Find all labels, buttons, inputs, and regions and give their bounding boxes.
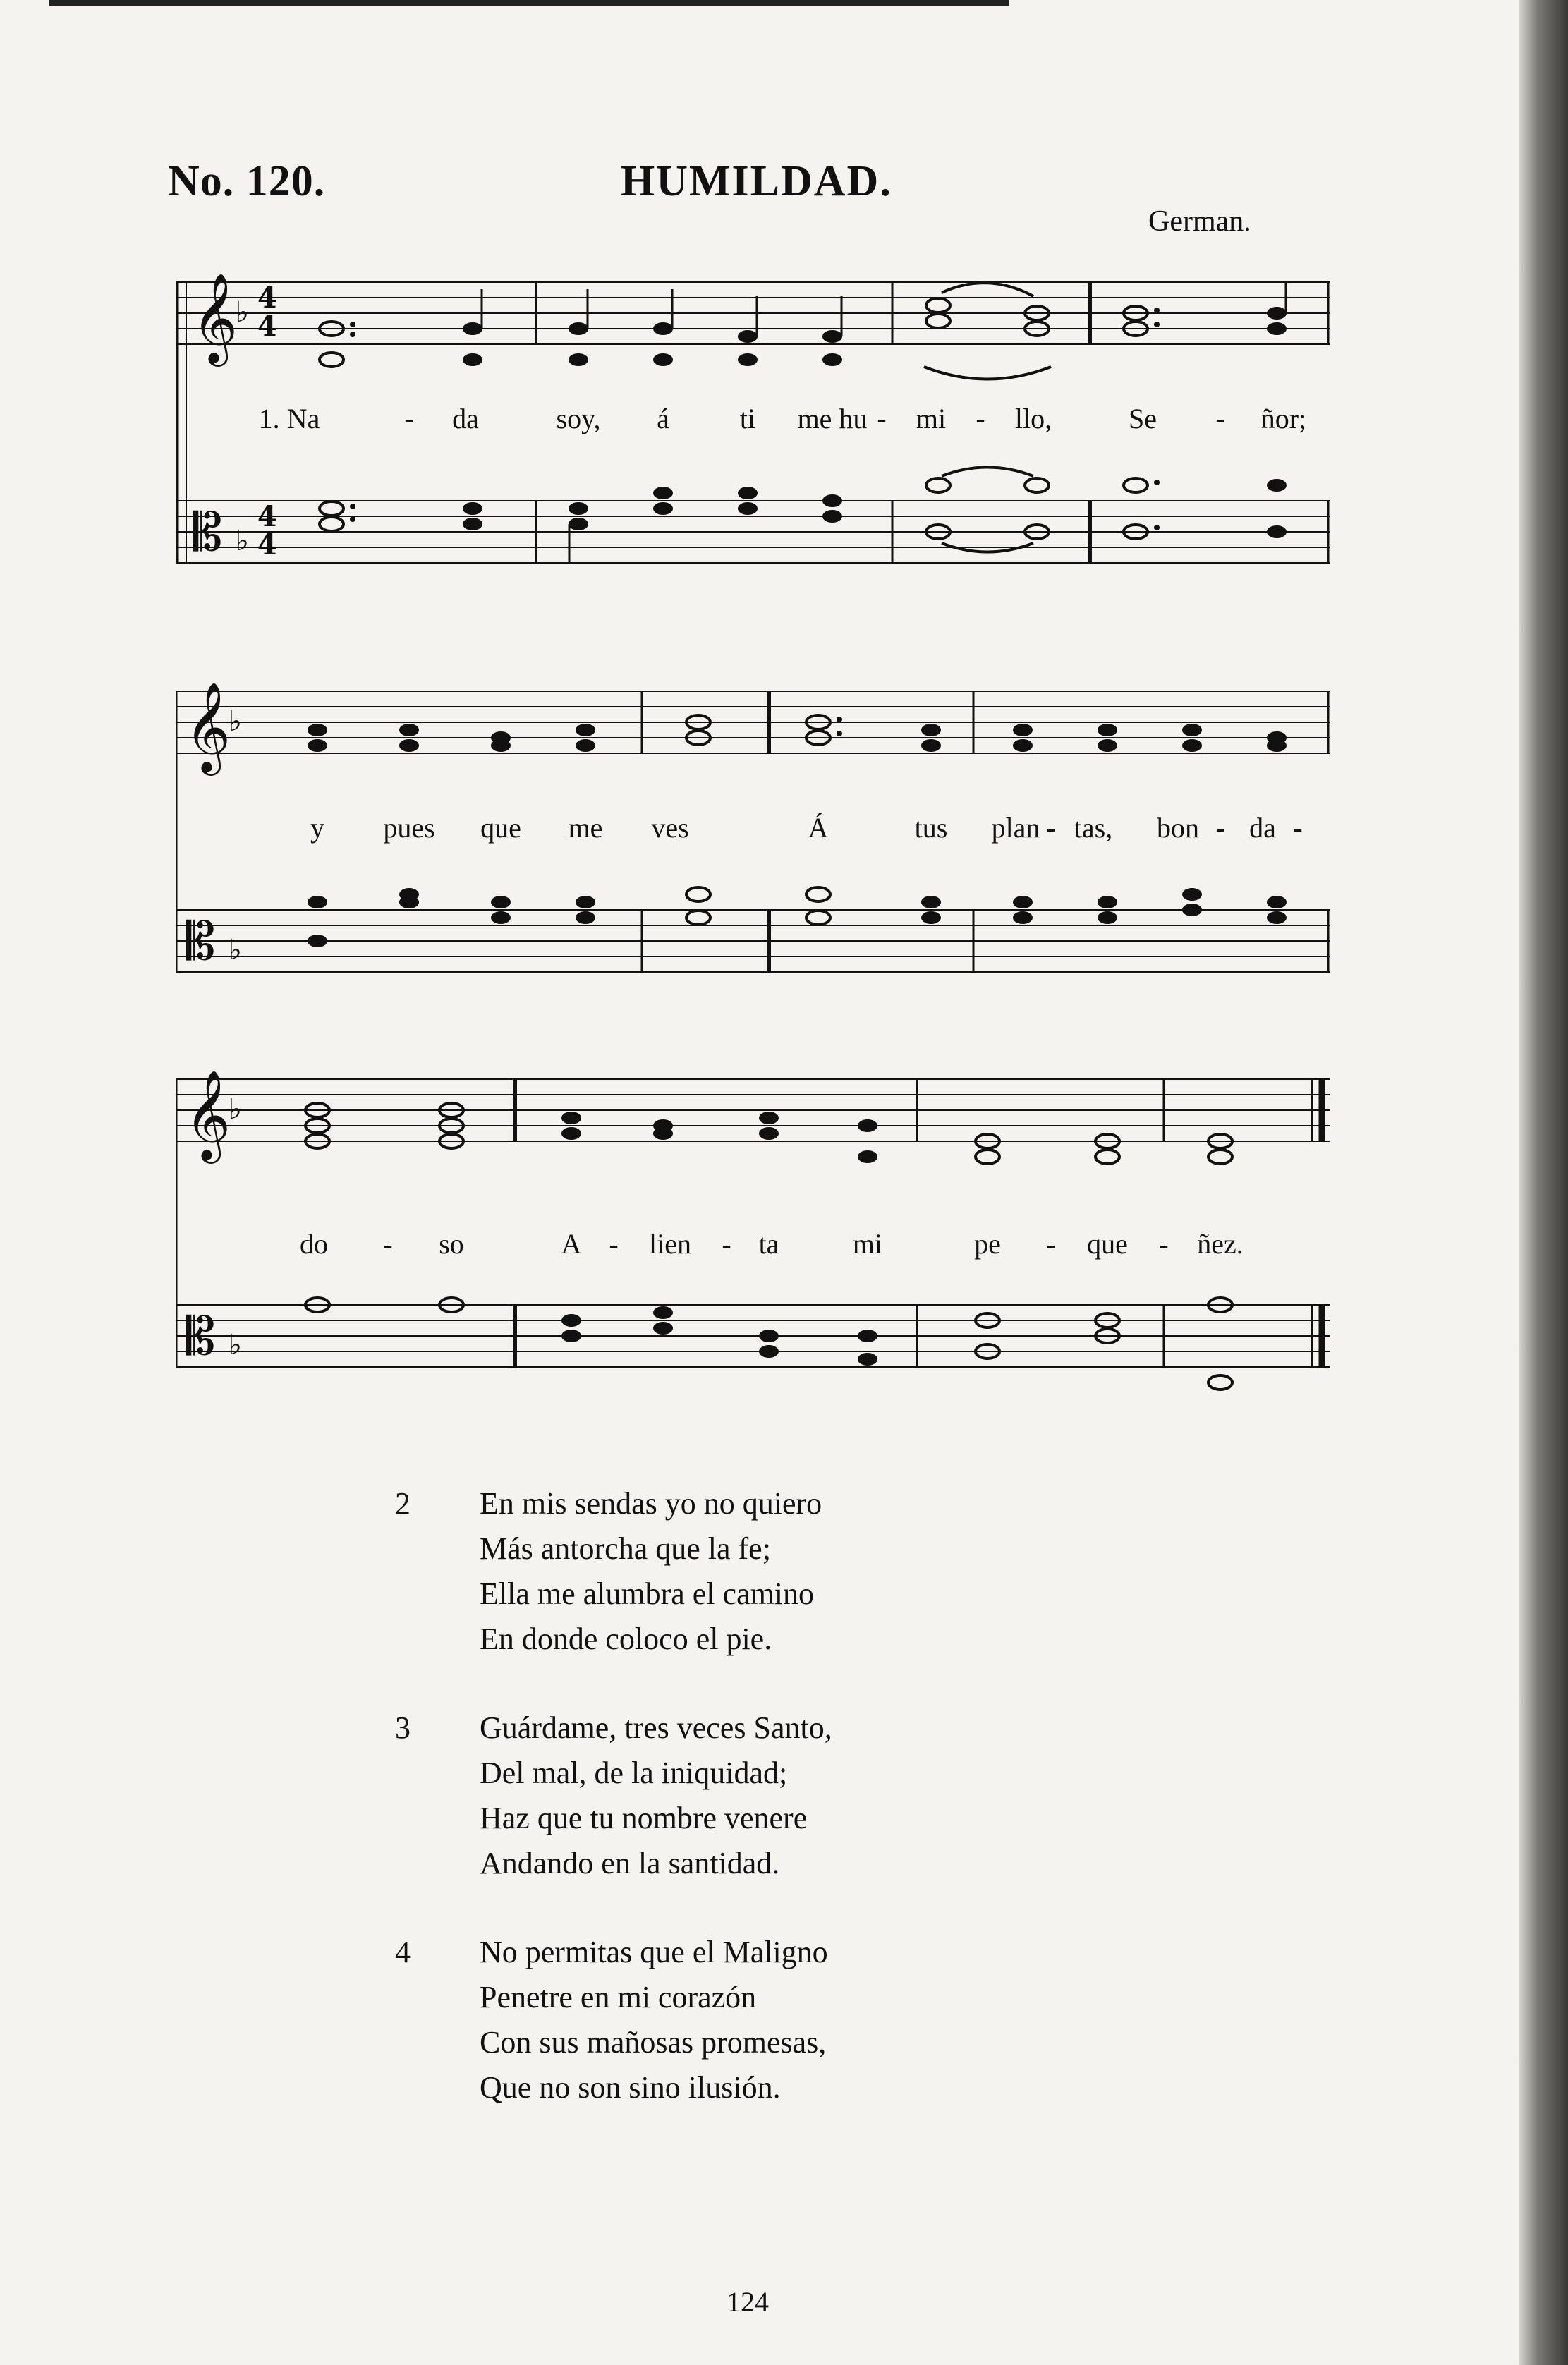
verse-line: Que no son sino ilusión. bbox=[480, 2070, 781, 2105]
syllable: - bbox=[609, 1228, 619, 1260]
verse-4 bbox=[395, 1930, 832, 2110]
svg-text:4: 4 bbox=[257, 310, 277, 343]
syllable: - bbox=[1046, 1228, 1056, 1260]
verse-line: En donde coloco el pie. bbox=[480, 1622, 772, 1656]
top-rule bbox=[49, 0, 1009, 6]
syllable: ñor; bbox=[1260, 403, 1307, 434]
verse-number: 4 bbox=[395, 1935, 411, 1969]
syllable: da bbox=[452, 403, 479, 434]
verse-line: Andando en la santidad. bbox=[480, 1846, 780, 1880]
svg-text:𝄞: 𝄞 bbox=[192, 272, 238, 363]
verse-number: 2 bbox=[395, 1486, 411, 1521]
verse-line: Penetre en mi corazón bbox=[480, 1980, 757, 2014]
syllable: tas, bbox=[1074, 812, 1113, 844]
syllable: so bbox=[439, 1228, 464, 1260]
syllable: A bbox=[561, 1228, 582, 1260]
lyrics-line-1 bbox=[176, 402, 1330, 444]
verse-line: Ella me alumbra el camino bbox=[480, 1576, 815, 1611]
syllable: - bbox=[1159, 1228, 1169, 1260]
composer-attribution: German. bbox=[1148, 205, 1251, 238]
syllable: - bbox=[1215, 812, 1225, 844]
svg-text:♭: ♭ bbox=[229, 934, 242, 966]
page-number: 124 bbox=[727, 2286, 769, 2318]
syllable: y bbox=[310, 812, 324, 844]
verse-line: En mis sendas yo no quiero bbox=[480, 1486, 822, 1521]
verse-3 bbox=[395, 1706, 832, 1886]
syllable: á bbox=[657, 403, 669, 434]
svg-text:♭: ♭ bbox=[236, 525, 249, 557]
music-system-3 bbox=[176, 1058, 1330, 1397]
syllable: - bbox=[1046, 812, 1056, 844]
syllable: bon bbox=[1157, 812, 1199, 844]
svg-text:𝄡: 𝄡 bbox=[186, 911, 216, 972]
svg-text:♭: ♭ bbox=[229, 1093, 242, 1126]
verse-line: No permitas que el Maligno bbox=[480, 1935, 828, 1969]
syllable: que bbox=[480, 812, 521, 844]
syllable: - bbox=[383, 1228, 393, 1260]
syllable: ñez. bbox=[1197, 1228, 1244, 1260]
verse-line: Haz que tu nombre venere bbox=[480, 1801, 808, 1835]
music-system-1 bbox=[176, 261, 1330, 585]
syllable: mi bbox=[852, 1228, 883, 1260]
syllable: plan bbox=[991, 812, 1040, 844]
syllable: - bbox=[404, 403, 414, 434]
syllable: 1. Na bbox=[258, 403, 320, 434]
svg-text:♭: ♭ bbox=[229, 1329, 242, 1361]
syllable: llo, bbox=[1014, 403, 1052, 434]
syllable: da bbox=[1249, 812, 1276, 844]
svg-text:𝄡: 𝄡 bbox=[193, 502, 223, 563]
verse-line: Del mal, de la iniquidad; bbox=[480, 1756, 788, 1790]
syllable: ves bbox=[651, 812, 689, 844]
syllable: que bbox=[1087, 1228, 1128, 1260]
syllable: Se bbox=[1129, 403, 1157, 434]
svg-text:♭: ♭ bbox=[236, 296, 249, 329]
lyrics-line-2 bbox=[176, 811, 1330, 853]
svg-text:𝄞: 𝄞 bbox=[185, 681, 231, 772]
svg-text:4: 4 bbox=[257, 281, 277, 315]
syllable: - bbox=[877, 403, 887, 434]
verse-2 bbox=[395, 1481, 832, 1662]
syllable: - bbox=[976, 403, 985, 434]
hymn-number: No. 120. bbox=[168, 157, 326, 205]
syllable: - bbox=[1215, 403, 1225, 434]
verse-line: Guárdame, tres veces Santo, bbox=[480, 1710, 832, 1745]
syllable: Á bbox=[808, 812, 829, 844]
svg-text:4: 4 bbox=[257, 500, 277, 533]
verse-line: Más antorcha que la fe; bbox=[480, 1531, 771, 1566]
syllable: pe bbox=[974, 1228, 1001, 1260]
syllable: pues bbox=[383, 812, 435, 844]
syllable: do bbox=[300, 1228, 328, 1260]
syllable: ti bbox=[739, 403, 756, 434]
syllable: mi bbox=[916, 403, 947, 434]
page-edge-shadow bbox=[1519, 0, 1568, 2365]
svg-text:𝄡: 𝄡 bbox=[186, 1306, 216, 1367]
syllable: ta bbox=[758, 1228, 779, 1260]
syllable: me hu bbox=[797, 403, 868, 434]
syllable: - bbox=[722, 1228, 731, 1260]
verse-line: Con sus mañosas promesas, bbox=[480, 2025, 827, 2060]
svg-text:4: 4 bbox=[257, 528, 277, 561]
verse-number: 3 bbox=[395, 1710, 411, 1745]
syllable: me bbox=[568, 812, 603, 844]
syllable: - bbox=[1293, 812, 1303, 844]
syllable: lien bbox=[649, 1228, 691, 1260]
lyrics-line-3 bbox=[176, 1227, 1330, 1270]
verses bbox=[395, 1481, 832, 2154]
svg-text:𝄞: 𝄞 bbox=[185, 1069, 231, 1160]
hymn-title: HUMILDAD. bbox=[621, 157, 892, 205]
music-system-2 bbox=[176, 670, 1330, 995]
svg-text:♭: ♭ bbox=[229, 705, 242, 738]
syllable: tus bbox=[914, 812, 948, 844]
syllable: soy, bbox=[556, 403, 601, 434]
